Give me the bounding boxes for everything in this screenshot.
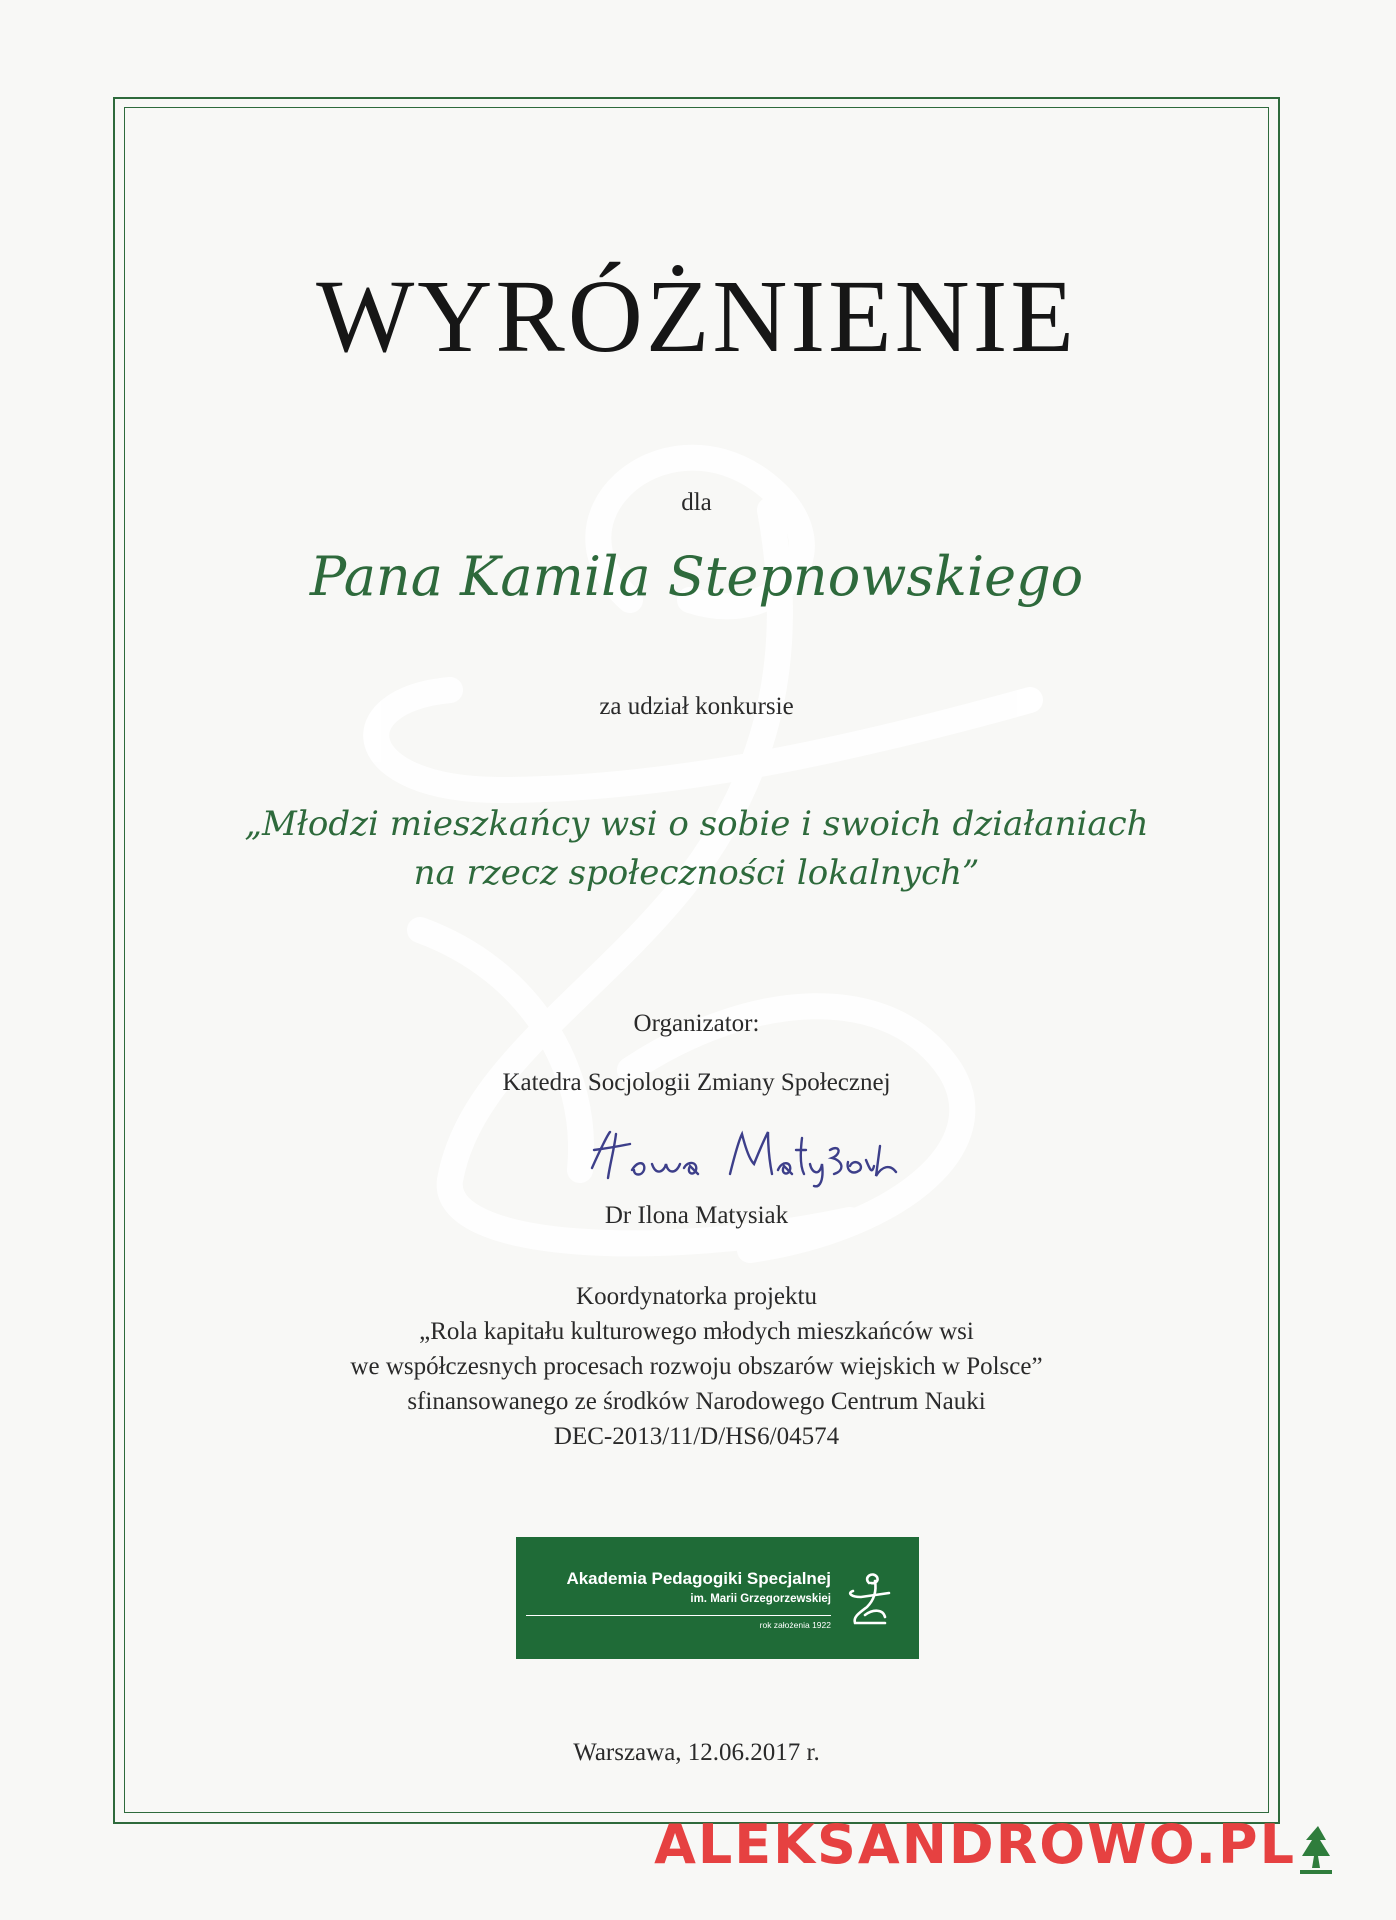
place-and-date: Warszawa, 12.06.2017 r. — [573, 1739, 820, 1766]
organizer-label: Organizator: — [633, 1010, 760, 1037]
university-founded: rok założenia 1922 — [759, 1620, 831, 1630]
project-title-line-1: „Rola kapitału kulturowego młodych mieszkańców wsi — [419, 1318, 974, 1345]
coordinator-label: Koordynatorka projektu — [576, 1283, 817, 1310]
organizer-name: Katedra Socjologii Zmiany Społecznej — [502, 1069, 891, 1096]
contest-title-line-1: „Młodzi mieszkańcy wsi o sobie i swoich działaniach — [244, 804, 1149, 844]
signatory-name: Dr Ilona Matysiak — [604, 1202, 789, 1229]
university-logo — [516, 1537, 919, 1659]
certificate-title: WYRÓŻNIENIE — [316, 259, 1077, 374]
recipient-name: Pana Kamila Stepnowskiego — [309, 545, 1084, 608]
reason-text: za udział konkursie — [599, 693, 794, 720]
university-subtitle: im. Marii Grzegorzewskiej — [690, 1593, 831, 1605]
contest-title-line-2: na rzecz społeczności lokalnych” — [413, 853, 980, 894]
for-label: dla — [681, 489, 712, 516]
project-title-line-2: we współczesnych procesach rozwoju obszarów wiejskich w Polsce” — [350, 1353, 1043, 1380]
grant-number: DEC-2013/11/D/HS6/04574 — [553, 1423, 840, 1450]
site-watermark-icon — [1296, 1822, 1336, 1878]
signature — [580, 1120, 910, 1190]
logo-divider — [526, 1615, 831, 1616]
funding-text: sfinansowanego ze środków Narodowego Centrum Nauki — [407, 1388, 986, 1415]
contest-title — [124, 800, 1269, 899]
site-watermark-text: ALEKSANDROWO.PL — [654, 1813, 1296, 1876]
university-emblem-icon — [847, 1571, 893, 1627]
university-name: Akademia Pedagogiki Specjalnej — [566, 1569, 831, 1588]
